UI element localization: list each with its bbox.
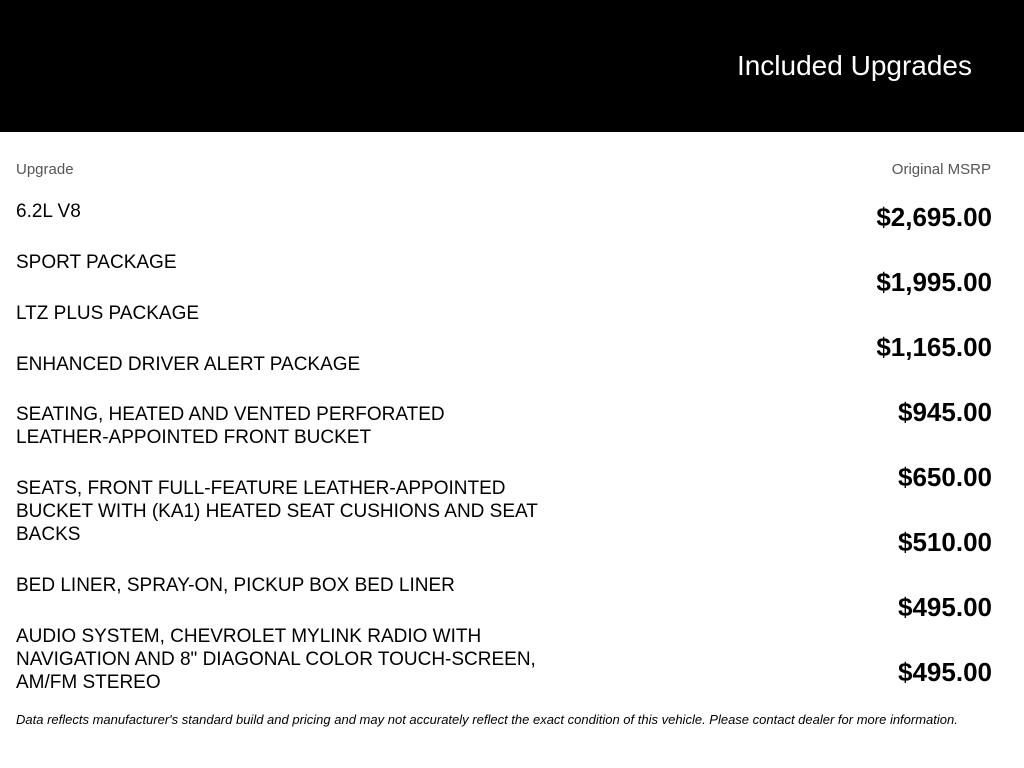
msrp-value: $495.00 bbox=[898, 657, 992, 687]
msrp-value: $945.00 bbox=[898, 397, 992, 427]
msrp-value: $2,695.00 bbox=[876, 202, 992, 232]
msrp-value: $1,995.00 bbox=[876, 267, 992, 297]
upgrade-name: SEATING, HEATED AND VENTED PERFORATED LEATHER-APPOINTED FRONT BUCKET bbox=[16, 404, 445, 448]
upgrade-name: LTZ PLUS PACKAGE bbox=[16, 303, 200, 324]
upgrade-name: AUDIO SYSTEM, CHEVROLET MYLINK RADIO WITH NAVIGATION AND 8" DIAGONAL COLOR TOUCH-SCREEN, AM/FM STEREO bbox=[16, 626, 536, 693]
msrp-value: $495.00 bbox=[898, 592, 992, 622]
msrp-value: $650.00 bbox=[898, 462, 992, 492]
column-header-upgrade: Upgrade bbox=[16, 161, 74, 178]
upgrade-name: ENHANCED DRIVER ALERT PACKAGE bbox=[16, 354, 361, 375]
upgrade-name: 6.2L V8 bbox=[16, 201, 81, 222]
msrp-value: $1,165.00 bbox=[876, 332, 992, 362]
msrp-value: $510.00 bbox=[898, 527, 992, 557]
header-bar bbox=[0, 0, 1024, 132]
page-title: Included Upgrades bbox=[736, 50, 972, 81]
upgrade-name: SPORT PACKAGE bbox=[16, 252, 177, 273]
upgrade-name: SEATS, FRONT FULL-FEATURE LEATHER-APPOINTED BUCKET WITH (KA1) HEATED SEAT CUSHIONS AND SEAT BACKS bbox=[16, 478, 538, 545]
upgrade-name: BED LINER, SPRAY-ON, PICKUP BOX BED LINER bbox=[16, 575, 455, 596]
column-header-msrp: Original MSRP bbox=[891, 161, 991, 178]
disclaimer-text: Data reflects manufacturer's standard build and pricing and may not accurately reflect the exact condition of this vehicle. Please contact dealer for more information. bbox=[16, 712, 958, 727]
